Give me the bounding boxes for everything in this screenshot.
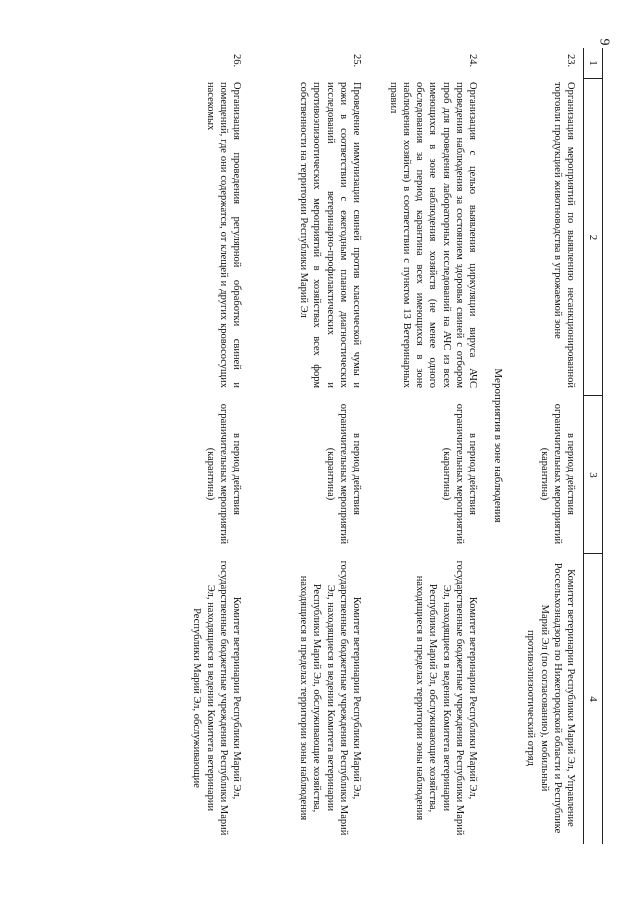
row-period: в период действия ограничительных мероприятий (карантина) xyxy=(324,403,362,545)
row-number: 25. xyxy=(351,54,362,68)
row-responsible: Комитет ветеринарии Республики Марий Эл, Управление Россельхознадзора по Нижегородской области и Республике Марий Эл (по согласованию), мобильный противоэпизоотический отряд xyxy=(525,562,576,834)
row-action: Организация с целью выявления циркуляции вируса АЧС проведения наблюдения за состоянием здоровья свиней с отбором проб для проведения лабораторных исследований на АЧС из всех имеющихся в зоне наблюдения хозяйств (не менее одного обследования за период карантина всех имеющихся в зоне наблюдения хозяйств) в соответствии с пунктом 13 Ветеринарных правил xyxy=(387,82,478,388)
row-number: 23. xyxy=(565,54,576,68)
column-header-3: 3 xyxy=(583,395,603,554)
page-number: 9 xyxy=(596,38,612,46)
row-number: 24. xyxy=(467,54,478,68)
row-action: Организация мероприятий по выявлению несанкционированной торговли продукцией животноводства в угрожаемой зоне xyxy=(551,82,576,388)
row-action: Организация проведения регулярной обработки свиней и помещений, где они содержатся, от клещей и других кровососущих насекомых xyxy=(204,82,242,388)
row-period: в период действия ограничительных мероприятий (карантина) xyxy=(538,403,576,545)
row-action: Проведение иммунизации свиней против классической чумы и рожи в соответствии с ежегодным планом диагностических исследований ветеринарно-профилактических и противоэпизоотических мероприятий в хозяйствах всех форм собственности на территории Республики Марий Эл xyxy=(298,82,362,388)
row-number: 26. xyxy=(231,54,242,68)
column-header-4: 4 xyxy=(583,553,603,844)
section-title: Мероприятия в зоне наблюдения xyxy=(492,368,504,523)
row-period: в период действия ограничительных мероприятий (карантина) xyxy=(440,403,478,545)
row-period: в период действия ограничительных мероприятий (карантина) xyxy=(204,403,242,545)
column-header-1: 1 xyxy=(583,48,603,78)
column-header-2: 2 xyxy=(583,78,603,396)
row-responsible: Комитет ветеринарии Республики Марий Эл, государственные бюджетные учреждения Республики Марий Эл, находящиеся в ведении Комитета ветеринарии Республики Марий Эл, обслуживающие хозяйства, находящиеся в пределах территории зоны наблюдения xyxy=(298,560,362,836)
row-responsible: Комитет ветеринарии Республики Марий Эл, государственные бюджетные учреждения Республики Марий Эл, находящиеся в ведении Комитета ветеринарии Республики Марий Эл, обслуживающие xyxy=(191,560,242,836)
measures-table xyxy=(119,48,603,843)
row-responsible: Комитет ветеринарии Республики Марий Эл, государственные бюджетные учреждения Республики Марий Эл, находящиеся в ведении Комитета ветеринарии Республики Марий Эл, обслуживающие хозяйства, находящиеся в пределах территории зоны наблюдения xyxy=(414,560,478,836)
